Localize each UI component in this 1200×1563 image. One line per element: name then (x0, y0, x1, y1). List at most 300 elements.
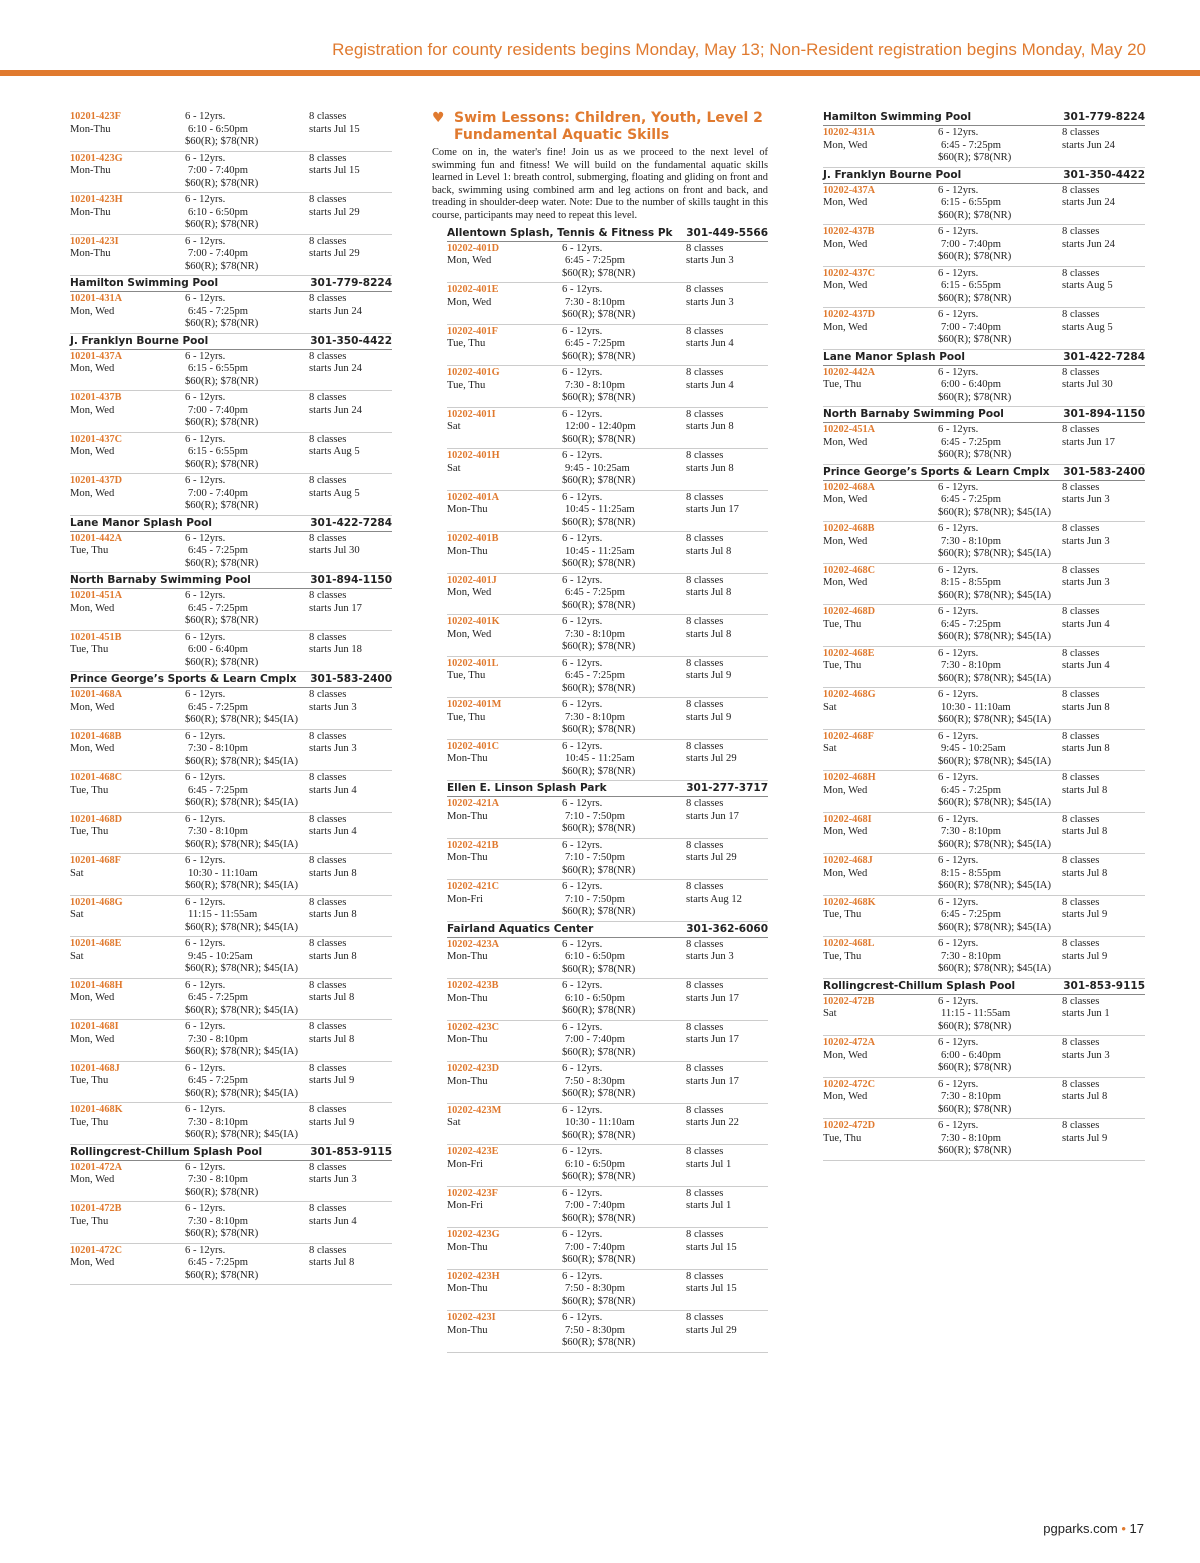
course-days: Mon, Wed (823, 1049, 868, 1061)
course-classes: 8 classes (1062, 730, 1100, 742)
course-code-cell (447, 1146, 562, 1184)
course-code-cell (70, 1104, 185, 1142)
course-classes: 8 classes (309, 532, 347, 544)
course-days: Mon, Wed (447, 628, 492, 640)
course-classes: 8 classes (1062, 184, 1100, 196)
course-fee: $60(R); $78(NR) (562, 1005, 636, 1017)
course-age: 6 - 12yrs. (562, 1104, 603, 1116)
course-classes: 8 classes (686, 574, 724, 586)
course-time: 7:30 - 8:10pm (188, 1174, 249, 1185)
course-time: 7:00 - 7:40pm (941, 321, 1002, 333)
header-divider-bar (0, 70, 1200, 76)
course-start: starts Jun 8 (309, 950, 357, 962)
course-code: 10201-437C (70, 433, 123, 445)
course-row (823, 688, 1145, 730)
course-row (70, 771, 392, 813)
course-schedule-cell (309, 475, 392, 513)
course-row (447, 325, 768, 367)
course-classes: 8 classes (686, 533, 724, 545)
course-time: 6:10 - 6:50pm (188, 123, 249, 135)
course-schedule-cell (1062, 226, 1145, 264)
course-row (447, 1104, 768, 1146)
course-code: 10202-401H (447, 450, 500, 462)
course-details-cell (938, 772, 1062, 810)
course-code: 10202-451A (823, 424, 876, 435)
course-classes: 8 classes (686, 938, 724, 950)
course-details-cell (185, 731, 309, 769)
course-start: starts Jun 1 (1062, 1008, 1110, 1019)
course-days: Mon, Wed (70, 363, 115, 374)
course-time: 6:10 - 6:50pm (565, 951, 626, 963)
course-start: starts Jun 24 (1062, 197, 1115, 208)
course-details-cell (185, 814, 309, 852)
course-classes: 8 classes (686, 408, 724, 420)
course-classes: 8 classes (1062, 523, 1100, 534)
course-age: 6 - 12yrs. (185, 1203, 226, 1214)
course-time: 6:45 - 7:25pm (941, 494, 1002, 505)
course-details-cell (562, 326, 686, 364)
course-fee: $60(R); $78(NR) (562, 1088, 636, 1100)
course-classes: 8 classes (1062, 606, 1100, 617)
course-fee: $60(R); $78(NR); $45(IA) (938, 548, 1051, 559)
course-code-cell (823, 1079, 938, 1117)
course-code-cell (447, 326, 562, 364)
course-code: 10201-451A (70, 590, 123, 601)
course-schedule-cell (686, 575, 769, 613)
course-row (447, 938, 768, 980)
course-start: starts Jun 17 (309, 602, 362, 614)
course-details-cell (562, 533, 686, 571)
course-details-cell (562, 881, 686, 919)
course-start: starts Jun 3 (1062, 535, 1110, 547)
course-classes: 8 classes (1062, 896, 1100, 908)
course-start: starts Jun 24 (1062, 139, 1115, 151)
course-code: 10202-401M (447, 699, 502, 711)
course-schedule-cell (309, 980, 392, 1018)
course-fee: $60(R); $78(NR); $45(IA) (938, 506, 1051, 518)
course-code-cell (70, 153, 185, 191)
course-fee: $60(R); $78(NR) (185, 136, 259, 147)
course-details-cell (938, 648, 1062, 686)
course-row (823, 366, 1145, 408)
course-age: 6 - 12yrs. (562, 533, 603, 545)
course-age: 6 - 12yrs. (185, 631, 226, 643)
course-row (70, 730, 392, 772)
course-row (70, 896, 392, 938)
course-row (823, 126, 1145, 168)
course-days: Mon-Thu (447, 504, 488, 516)
course-code: 10201-468D (70, 813, 123, 825)
course-time: 7:00 - 7:40pm (565, 1200, 626, 1212)
course-fee: $60(R); $78(NR) (562, 1254, 636, 1266)
course-code-cell (447, 980, 562, 1018)
course-fee: $60(R); $78(NR) (562, 558, 636, 570)
course-row (823, 225, 1145, 267)
course-start: starts Jul 29 (309, 248, 360, 259)
course-age: 6 - 12yrs. (562, 798, 603, 810)
course-time: 6:15 - 6:55pm (188, 363, 249, 374)
course-age: 6 - 12yrs. (562, 1270, 603, 1282)
course-days: Mon-Fri (447, 893, 483, 905)
course-schedule-cell (686, 1146, 769, 1184)
course-details-cell (562, 840, 686, 878)
course-details-cell (562, 1188, 686, 1226)
course-start: starts Jun 17 (686, 1075, 739, 1087)
course-schedule-cell (686, 798, 769, 836)
course-age: 6 - 12yrs. (938, 1120, 979, 1131)
course-start: starts Jun 8 (686, 462, 734, 474)
course-days: Mon, Wed (823, 535, 868, 547)
course-age: 6 - 12yrs. (185, 293, 226, 304)
course-code: 10202-468A (823, 481, 876, 493)
course-code: 10201-472C (70, 1244, 123, 1256)
course-classes: 8 classes (309, 979, 347, 991)
course-details-cell (938, 897, 1062, 935)
course-code: 10202-401B (447, 533, 499, 545)
course-details-cell (185, 632, 309, 670)
course-classes: 8 classes (309, 152, 347, 164)
course-days: Tue, Thu (447, 711, 486, 723)
course-start: starts Jun 17 (1062, 436, 1115, 448)
course-classes: 8 classes (1062, 226, 1100, 237)
course-code: 10201-468G (70, 896, 123, 908)
course-start: starts Jul 8 (1062, 867, 1108, 879)
course-row (447, 242, 768, 284)
section-title (432, 110, 768, 144)
course-details-cell (938, 1037, 1062, 1075)
course-code: 10201-468I (70, 1021, 119, 1032)
course-schedule-cell (309, 351, 392, 389)
course-start: starts Jun 8 (686, 421, 734, 433)
course-row (447, 615, 768, 657)
course-days: Mon, Wed (823, 826, 868, 837)
course-age: 6 - 12yrs. (562, 367, 603, 379)
course-age: 6 - 12yrs. (185, 813, 226, 825)
course-time: 6:45 - 7:25pm (565, 255, 626, 267)
course-days: Mon-Thu (447, 992, 488, 1004)
course-days: Sat (447, 1117, 461, 1129)
course-fee: $60(R); $78(NR); $45(IA) (185, 921, 298, 933)
course-days: Mon, Wed (823, 238, 868, 250)
course-age: 6 - 12yrs. (562, 881, 603, 893)
course-schedule-cell (309, 1104, 392, 1142)
course-age: 6 - 12yrs. (562, 1229, 603, 1241)
course-row (70, 688, 392, 730)
course-time: 7:00 - 7:40pm (188, 248, 249, 259)
course-row (823, 267, 1145, 309)
course-code: 10201-468J (70, 1062, 120, 1074)
course-classes: 8 classes (1062, 855, 1100, 866)
course-schedule-cell (1062, 127, 1145, 165)
course-classes: 8 classes (1062, 689, 1100, 700)
venue-name: Prince George’s Sports & Learn Cmplx (823, 465, 1050, 478)
course-row (447, 1311, 768, 1353)
course-schedule-cell (1062, 897, 1145, 935)
course-time: 6:45 - 7:25pm (188, 545, 249, 556)
course-code-cell (447, 575, 562, 613)
course-classes: 8 classes (1062, 127, 1100, 138)
course-days: Mon-Thu (70, 123, 111, 135)
course-time: 9:45 - 10:25am (188, 950, 253, 962)
course-row (447, 839, 768, 881)
course-row (823, 771, 1145, 813)
course-start: starts Jul 1 (686, 1200, 732, 1212)
course-time: 6:45 - 7:25pm (941, 909, 1002, 920)
course-code: 10202-468E (823, 647, 875, 659)
course-code: 10202-423A (447, 938, 500, 950)
course-details-cell (185, 194, 309, 232)
course-fee: $60(R); $78(NR) (562, 906, 636, 918)
course-row (447, 880, 768, 922)
course-days: Sat (70, 909, 84, 920)
course-row (70, 292, 392, 334)
course-code: 10202-468C (823, 564, 876, 576)
course-row (70, 1062, 392, 1104)
course-code: 10202-437A (823, 184, 876, 196)
course-code: 10202-423D (447, 1063, 500, 1075)
course-classes: 8 classes (1062, 813, 1100, 825)
course-start: starts Jul 9 (1062, 909, 1108, 920)
course-age: 6 - 12yrs. (938, 564, 979, 576)
course-start: starts Jul 29 (686, 753, 737, 765)
course-code-cell (447, 741, 562, 779)
course-code-cell (70, 1021, 185, 1059)
course-classes: 8 classes (309, 433, 347, 445)
course-code-cell (823, 938, 938, 976)
course-fee: $60(R); $78(NR); $45(IA) (938, 963, 1051, 974)
course-row (447, 366, 768, 408)
venue-name: Ellen E. Linson Splash Park (447, 782, 607, 795)
course-days: Sat (823, 701, 837, 713)
course-age: 6 - 12yrs. (938, 267, 979, 279)
course-classes: 8 classes (309, 730, 347, 742)
course-time: 9:45 - 10:25am (941, 743, 1006, 754)
course-row (70, 979, 392, 1021)
course-code: 10202-421C (447, 881, 500, 893)
course-code-cell (823, 226, 938, 264)
course-age: 6 - 12yrs. (185, 1021, 226, 1032)
venue-phone: 301-449-5566 (686, 226, 768, 239)
course-code: 10201-423I (70, 235, 119, 247)
course-age: 6 - 12yrs. (938, 309, 979, 320)
venue-phone: 301-779-8224 (1063, 111, 1145, 123)
course-details-cell (562, 1105, 686, 1143)
course-time: 7:00 - 7:40pm (565, 1034, 626, 1046)
course-start: starts Jul 8 (1062, 784, 1108, 796)
course-schedule-cell (309, 1203, 392, 1241)
course-code-cell (823, 648, 938, 686)
course-days: Mon, Wed (70, 992, 115, 1003)
course-time: 6:45 - 7:25pm (188, 305, 249, 317)
course-days: Mon, Wed (823, 494, 868, 505)
course-details-cell (562, 284, 686, 322)
venue-phone: 301-583-2400 (1063, 465, 1145, 478)
course-fee: $60(R); $78(NR) (562, 309, 636, 321)
course-fee: $60(R); $78(NR) (562, 1129, 636, 1141)
course-fee: $60(R); $78(NR); $45(IA) (185, 838, 298, 850)
venue-name: J. Franklyn Bourne Pool (70, 334, 209, 347)
course-code-cell (823, 996, 938, 1034)
course-details-cell (562, 492, 686, 530)
venue-phone: 301-853-9115 (1063, 979, 1145, 992)
course-age: 6 - 12yrs. (938, 523, 979, 534)
course-time: 6:15 - 6:55pm (941, 197, 1002, 208)
course-start: starts Jul 8 (1062, 1091, 1108, 1102)
course-time: 7:30 - 8:10pm (188, 1116, 249, 1128)
course-schedule-cell (686, 1229, 769, 1267)
course-schedule-cell (1062, 606, 1145, 644)
course-days: Tue, Thu (447, 379, 486, 391)
venue-name: North Barnaby Swimming Pool (823, 408, 1004, 420)
course-start: starts Jul 8 (686, 628, 732, 640)
course-schedule-cell (1062, 938, 1145, 976)
footer-page-number: 17 (1129, 1521, 1144, 1536)
course-row (70, 1161, 392, 1203)
footer-site: pgparks.com (1043, 1521, 1118, 1536)
course-schedule-cell (309, 590, 392, 628)
course-days: Mon-Thu (447, 1283, 488, 1295)
course-time: 7:30 - 8:10pm (565, 628, 626, 640)
course-start: starts Jul 15 (309, 123, 360, 135)
course-days: Sat (823, 743, 837, 754)
course-details-cell (938, 523, 1062, 561)
course-fee: $60(R); $78(NR); $45(IA) (185, 755, 298, 767)
course-row (447, 979, 768, 1021)
course-age: 6 - 12yrs. (185, 111, 226, 122)
course-classes: 8 classes (686, 1104, 724, 1116)
course-start: starts Jul 15 (309, 165, 360, 176)
venue-header (823, 466, 1145, 481)
course-time: 7:10 - 7:50pm (565, 893, 626, 905)
course-code-cell (447, 840, 562, 878)
course-start: starts Jul 15 (686, 1241, 737, 1253)
course-row (823, 564, 1145, 606)
course-schedule-cell (1062, 309, 1145, 347)
course-details-cell (938, 1120, 1062, 1158)
course-code: 10202-401I (447, 408, 496, 420)
heart-icon: ♥ (432, 110, 445, 126)
course-code-cell (823, 772, 938, 810)
course-age: 6 - 12yrs. (938, 730, 979, 742)
course-fee: $60(R); $78(NR); $45(IA) (938, 714, 1051, 725)
course-details-cell (185, 236, 309, 274)
course-schedule-cell (1062, 996, 1145, 1034)
course-row (823, 481, 1145, 523)
course-code-cell (823, 897, 938, 935)
course-start: starts Jun 3 (1062, 1049, 1110, 1061)
course-code: 10201-468B (70, 730, 122, 742)
venue-phone: 301-362-6060 (686, 922, 768, 935)
course-details-cell (938, 226, 1062, 264)
venue-phone: 301-894-1150 (310, 574, 392, 586)
course-row (447, 698, 768, 740)
venue-phone: 301-422-7284 (1063, 350, 1145, 363)
course-row (823, 423, 1145, 465)
course-schedule-cell (686, 658, 769, 696)
course-days: Mon-Thu (70, 206, 111, 218)
course-details-cell (185, 293, 309, 331)
course-days: Tue, Thu (823, 618, 862, 630)
course-time: 7:30 - 8:10pm (941, 535, 1002, 547)
course-code: 10202-423B (447, 980, 499, 992)
course-age: 6 - 12yrs. (185, 590, 226, 601)
course-classes: 8 classes (1062, 481, 1100, 493)
course-code: 10201-423H (70, 194, 123, 205)
course-days: Mon-Thu (447, 753, 488, 765)
venue-phone: 301-277-3717 (686, 782, 768, 795)
course-age: 6 - 12yrs. (938, 813, 979, 825)
course-age: 6 - 12yrs. (562, 242, 603, 254)
course-start: starts Jun 22 (686, 1117, 739, 1129)
column-left (70, 110, 392, 1285)
course-classes: 8 classes (686, 1270, 724, 1282)
course-start: starts Jul 29 (309, 206, 360, 218)
course-details-cell (938, 1079, 1062, 1117)
course-age: 6 - 12yrs. (185, 475, 226, 486)
course-schedule-cell (1062, 1120, 1145, 1158)
course-age: 6 - 12yrs. (185, 433, 226, 445)
course-code-cell (823, 689, 938, 727)
course-fee: $60(R); $78(NR) (185, 417, 259, 428)
course-code-cell (70, 392, 185, 430)
course-time: 7:50 - 8:30pm (565, 1283, 626, 1295)
course-schedule-cell (309, 814, 392, 852)
course-time: 6:45 - 7:25pm (188, 701, 249, 713)
course-classes: 8 classes (309, 1021, 347, 1032)
course-days: Sat (447, 421, 461, 433)
course-code: 10202-468B (823, 523, 875, 534)
course-code-cell (447, 798, 562, 836)
course-row (823, 1078, 1145, 1120)
course-code-cell (823, 731, 938, 769)
venue-header (447, 227, 768, 242)
course-fee: $60(R); $78(NR) (562, 267, 636, 279)
course-classes: 8 classes (309, 772, 347, 783)
page-footer (1043, 1521, 1144, 1536)
course-start: starts Jun 4 (309, 784, 357, 796)
course-time: 6:45 - 7:25pm (188, 1075, 249, 1086)
course-age: 6 - 12yrs. (938, 366, 979, 378)
course-row (823, 995, 1145, 1037)
course-days: Mon, Wed (70, 743, 115, 754)
course-age: 6 - 12yrs. (185, 392, 226, 403)
venue-header (70, 277, 392, 292)
course-code: 10201-468F (70, 855, 121, 866)
course-details-cell (938, 814, 1062, 852)
course-row (70, 589, 392, 631)
course-classes: 8 classes (686, 367, 724, 379)
course-classes: 8 classes (1062, 424, 1100, 435)
course-code-cell (823, 855, 938, 893)
course-details-cell (938, 309, 1062, 347)
course-days: Tue, Thu (823, 909, 862, 920)
course-code-cell (447, 409, 562, 447)
course-classes: 8 classes (309, 813, 347, 825)
course-start: starts Aug 5 (1062, 280, 1113, 291)
course-days: Mon, Wed (447, 255, 492, 267)
course-code-cell (447, 450, 562, 488)
course-classes: 8 classes (686, 657, 724, 669)
course-code-cell (447, 699, 562, 737)
course-age: 6 - 12yrs. (562, 1021, 603, 1033)
course-age: 6 - 12yrs. (562, 938, 603, 950)
course-fee: $60(R); $78(NR) (938, 292, 1012, 304)
course-fee: $60(R); $78(NR) (938, 449, 1012, 460)
course-age: 6 - 12yrs. (185, 1062, 226, 1074)
course-classes: 8 classes (686, 616, 724, 628)
course-schedule-cell (686, 741, 769, 779)
course-classes: 8 classes (309, 350, 347, 362)
